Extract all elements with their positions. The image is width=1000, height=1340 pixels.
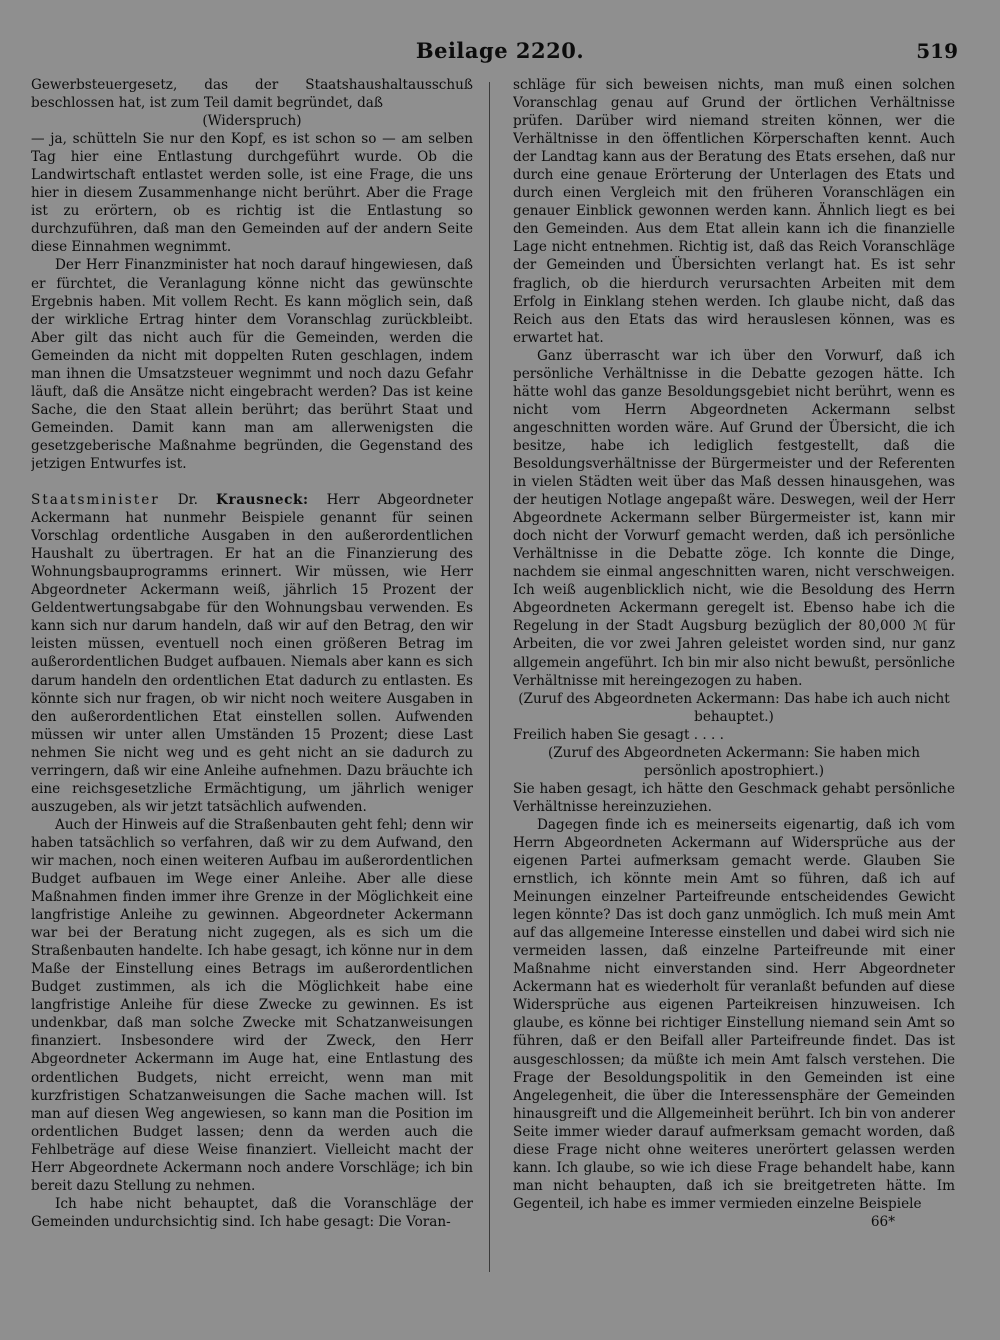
paragraph: Ganz überrascht war ich über den Vorwurf, daß ich persönliche Verhältnisse in die Debatte gezogen hätte. Ich hätte wohl das ganze Besoldungsgebiet nicht berührt, wenn es nicht vom Herrn Abgeordneten Ackermann selbst angeschnitten worden wäre. Auf Grund der Übersicht, die ich besitze, habe ich lediglich festgestellt, daß die Besoldungsverhältnisse der Bürgermeister und der Referenten in vielen Städten weit über das Maß dessen hinausgehen, was der heutigen Notlage angepaßt wäre. Deswegen, weil der Herr Abgeordnete Ackermann selber Bürgermeister ist, kann mir doch nicht der Vorwurf gemacht werden, daß ich persönliche Verhältnisse in die Debatte zöge. Ich konnte die Dinge, nachdem sie einmal angeschnitten waren, nicht verschweigen. Ich weiß augenblicklich nicht, wie die Besoldung des Herrn Abgeordneten Ackermann geregelt ist. Ebenso habe ich die Regelung in der Stadt Augsburg bezüglich der 80,000 ℳ für Arbeiten, die vor zwei Jahren geleistet worden sind, nur ganz allgemein angeführt. Ich bin mir also nicht bewußt, persönliche Verhältnisse mit hereingezogen zu haben. [513,347,955,689]
speaker-name: Krausneck: [216,492,309,509]
interjection: (Zuruf des Abgeordneten Ackermann: Das habe ich auch nicht behauptet.) [518,690,950,725]
paragraph: Sie haben gesagt, ich hätte den Geschmack gehabt persönliche Verhältnisse hereinzuziehen. [513,780,955,815]
paragraph: Freilich haben Sie gesagt . . . . [513,726,724,743]
paragraph: Gewerbsteuergesetz, das der Staatshaushaltausschuß beschlossen hat, ist zum Teil damit begründet, daß [31,77,473,112]
paragraph: Auch der Hinweis auf die Straßenbauten geht fehl; denn wir haben tatsächlich so verfahren, daß wir zu dem Aufwand, den wir machen, noch einen weiteren Aufbau im außerordentlichen Budget aufbauen im Wege einer Anleihe. Aber alle diese Maßnahmen finden immer ihre Grenze in der Möglichkeit eine langfristige Anleihe zu gewinnen. Abgeordneter Ackermann war bei der Beratung nicht zugegen, als es sich um die Straßenbauten handelte. Ich habe gesagt, ich könne nur in dem Maße der Einstellung eines Betrags im außerordentlichen Budget zustimmen, als ich die Möglichkeit habe eine langfristige Anleihe für diese Zwecke zu gewinnen. Es ist undenkbar, daß man solche Zwecke mit Schatzanweisungen finanziert. Insbesondere wird der Zweck, den Herr Abgeordneter Ackermann im Auge hat, eine Entlastung des ordentlichen Budgets, nicht erreicht, wenn man mit kurzfristigen Schatzanweisungen die Sache machen will. Ist man auf diesen Weg angewiesen, so kann man die Position im ordentlichen Budget lassen; denn da werden auch die Fehlbeträge auf diese Weise finanziert. Vielleicht macht der Herr Abgeordnete Ackermann noch andere Vorschläge; ich bin bereit dazu Stellung zu nehmen. [31,816,473,1194]
interjection: (Widerspruch) [202,113,302,130]
page-number: 519 [916,39,958,63]
paragraph: Der Herr Finanzminister hat noch darauf hingewiesen, daß er fürchtet, die Veranlagung könne nicht das gewünschte Ergebnis haben. Mit vollem Recht. Es kann möglich sein, daß der wirkliche Ertrag hinter dem Voranschlag zurückbleibt. Aber gilt das nicht auch für die Gemeinden, werden die Gemeinden da nicht mit doppelten Ruten geschlagen, indem man ihnen die Umsatzsteuer wegnimmt und noch dazu Gefahr läuft, daß die Ansätze nicht eingebracht werden? Das ist keine Sache, die den Staat allein berührt; das berührt Staat und Gemeinden. Damit kann man am allerwenigsten die gesetzgeberische Maßnahme begründen, die Gegenstand des jetzigen Entwurfes ist. [31,257,473,472]
paragraph: Ich habe nicht behauptet, daß die Voranschläge der Gemeinden undurchsichtig sind. Ich habe gesagt: Die Voran- [31,1195,473,1230]
speaker-paragraph [31,491,473,816]
speech-text: Herr Abgeordneter Ackermann hat nunmehr Beispiele genannt für seinen Vorschlag ordentliche Ausgaben in den außerordentlichen Haushalt zu übertragen. Er hat an die Finanzierung des Wohnungsbauprogramms erinnert. Wir müssen, wie Herr Abgeordneter Ackermann weiß, jährlich 15 Prozent der Geldentwertungsabgabe für den Wohnungsbau verwenden. Es kann sich nur darum handeln, daß wir auf den Betrag, den wir leisten müssen, eventuell noch einen größeren Betrag im außerordentlichen Budget aufbauen. Niemals aber kann es sich darum handeln den ordentlichen Etat dadurch zu entlasten. Es könnte sich nur fragen, ob wir nicht noch weitere Ausgaben in den außerordentlichen Etat einstellen sollen. Aufwenden müssen wir unter allen Umständen 15 Prozent; diese Last nehmen Sie nicht weg und es geht nicht an sie dadurch zu verringern, daß wir eine Anleihe aufnehmen. Dazu bräuchte ich eine reichsgesetzliche Ermächtigung, um jährlich weniger auszugeben, als wir jetzt tatsächlich aufwenden. [31,492,473,815]
paragraph: schläge für sich beweisen nichts, man muß einen solchen Voranschlag genau auf Grund der örtlichen Verhältnisse prüfen. Darüber wird niemand streiten können, wer die Verhältnisse in den öffentlichen Körperschaften kennt. Auch der Landtag kann aus der Beratung des Etats ersehen, daß nur durch eine genaue Erörterung der Unterlagen des Etats und durch einen Vergleich mit den früheren Voranschlägen ein genauer Einblick gewonnen werden kann. Ähnlich liegt es bei den Gemeinden. Aus dem Etat allein kann ich die finanzielle Lage nicht entnehmen. Richtig ist, daß das Reich Voranschläge der Gemeinden und Übersichten verlangt hat. Es ist sehr fraglich, ob die hierdurch verursachten Arbeiten mit dem Erfolg in Einklang stehen werden. Ich glaube nicht, daß das Reich aus den Etats das wird herauslesen können, was es erwartet hat. [513,77,955,346]
supplement-title: Beilage 2220. [415,38,585,63]
right-text-column [513,76,955,1286]
speaker-role: Staatsminister [31,492,160,509]
signature-mark: 66* [870,1213,895,1230]
speaker-title: Dr. [177,492,199,509]
paragraph: — ja, schütteln Sie nur den Kopf, es ist schon so — am selben Tag hier eine Entlastung durchgeführt wurde. Ob die Landwirtschaft entlastet werden solle, ist eine Frage, die uns hier in diesem Zusammenhange nicht berührt. Aber die Frage ist zu erörtern, ob es richtig ist die Entlastung so durchzuführen, daß man den Gemeinden auf der andern Seite diese Einnahmen wegnimmt. [31,131,473,256]
left-text-column [31,76,473,1286]
column-divider [489,82,490,1272]
interjection: (Zuruf des Abgeordneten Ackermann: Sie haben mich persönlich apostrophiert.) [547,744,921,779]
page-header [0,38,1000,68]
paragraph: Dagegen finde ich es meinerseits eigenartig, daß ich vom Herrn Abgeordneten Ackermann auf Widersprüche aus der eigenen Partei aufmerksam gemacht werde. Glauben Sie ernstlich, ich könnte mein Amt so führen, daß ich auf Meinungen einzelner Parteifreunde entscheidendes Gewicht legen könnte? Das ist doch ganz unmöglich. Ich muß mein Amt auf das allgemeine Interesse einstellen und dabei wird sich nie vermeiden lassen, daß einzelne Parteifreunde mit einer Maßnahme nicht einverstanden sind. Herr Abgeordneter Ackermann hat es wiederholt für veranlaßt befunden auf diese Widersprüche aus eigenen Parteikreisen hinzuweisen. Ich glaube, es könne bei richtiger Einstellung niemand sein Amt so führen, daß er den Beifall aller Parteifreunde findet. Das ist ausgeschlossen; da müßte ich mein Amt falsch verstehen. Die Frage der Besoldungspolitik in den Gemeinden ist eine Angelegenheit, die über die Interessensphäre der Gemeinden hinausgreift und die Allgemeinheit berührt. Ich bin von anderer Seite immer wieder darauf aufmerksam gemacht worden, daß diese Frage nicht ohne weiteres unerörtert gelassen werden kann. Ich glaube, so wie ich diese Frage behandelt habe, kann man nicht behaupten, daß ich sie breitgetreten hätte. Im Gegenteil, ich habe es immer vermieden einzelne Beispiele [513,816,955,1212]
